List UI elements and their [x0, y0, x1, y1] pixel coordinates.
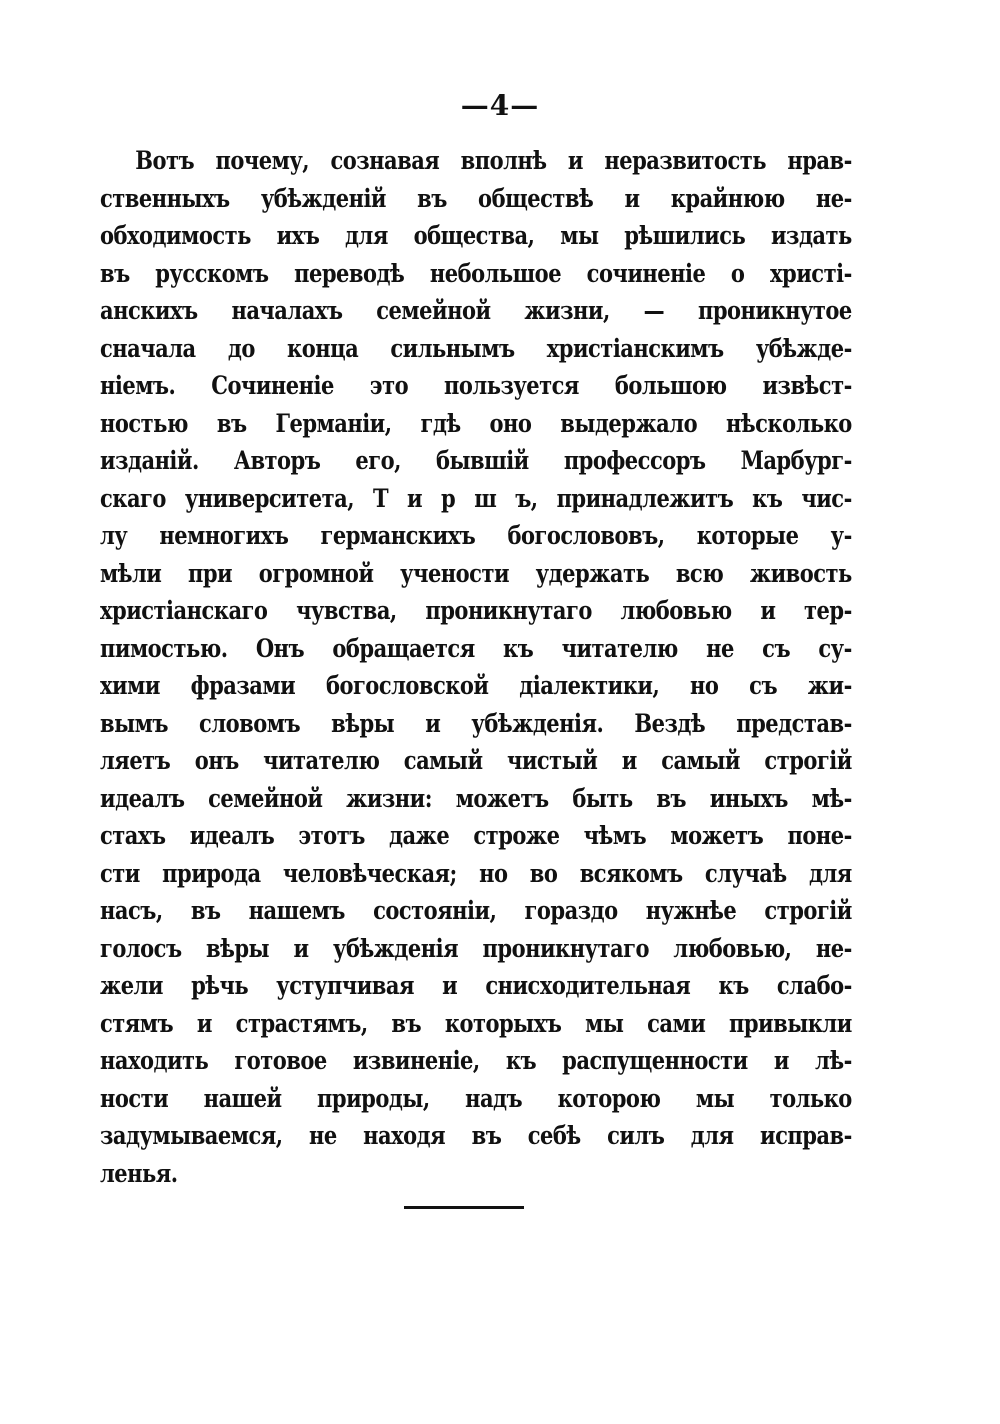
section-end-rule	[404, 1206, 524, 1209]
text-line: обходимость ихъ для общества, мы рѣшились издать	[100, 221, 852, 250]
text-line: скаго университета, Т и р ш ъ, принадлежитъ къ чис-	[100, 483, 852, 513]
paragraph	[100, 142, 852, 1192]
page-number: —4—	[460, 89, 540, 122]
text-line: Вотъ почему, сознавая вполнѣ и неразвитость нрав-	[135, 146, 852, 175]
text-line: идеалъ семейной жизни: можетъ быть въ иныхъ мѣ-	[100, 783, 852, 813]
text-line: стахъ идеалъ этотъ даже строже чѣмъ можетъ поне-	[100, 821, 852, 850]
text-line: вымъ словомъ вѣры и убѣжденія. Вездѣ представ-	[100, 708, 852, 738]
text-line: хими фразами богословской діалектики, но съ жи-	[100, 671, 852, 700]
text-line: голосъ вѣры и убѣжденія проникнутаго любовью, не-	[100, 933, 852, 963]
text-line: анскихъ началахъ семейной жизни, — проникнутое	[100, 296, 852, 325]
text-line: ляетъ онъ читателю самый чистый и самый строгій	[100, 746, 852, 775]
text-line: ности нашей природы, надъ которою мы только	[100, 1083, 852, 1113]
text-line: ностью въ Германіи, гдѣ оно выдержало нѣсколько	[100, 408, 852, 438]
text-line: насъ, въ нашемъ состояніи, гораздо нужнѣе строгій	[100, 896, 852, 925]
text-line: пимостью. Онъ обращается къ читателю не съ су-	[100, 633, 852, 663]
text-line: лу немногихъ германскихъ богослововъ, которые у-	[100, 521, 852, 550]
text-line: сначала до конца сильнымъ христіанскимъ убѣжде-	[100, 333, 852, 363]
text-line: ственныхъ убѣжденій въ обществѣ и крайнюю не-	[100, 183, 852, 213]
text-line: ленья.	[100, 1158, 178, 1188]
text-line: находить готовое извиненіе, къ распущенности и лѣ-	[100, 1046, 852, 1075]
text-line: жели рѣчь уступчивая и снисходительная къ слабо-	[100, 971, 852, 1000]
text-line: стямъ и страстямъ, въ которыхъ мы сами привыкли	[100, 1008, 852, 1038]
text-line: христіанскаго чувства, проникнутаго любовью и тер-	[100, 596, 852, 625]
text-line: въ русскомъ переводѣ небольшое сочиненіе о христі-	[100, 258, 852, 288]
text-line: задумываемся, не находя въ себѣ силъ для исправ-	[100, 1121, 852, 1150]
text-line: сти природа человѣческая; но во всякомъ случаѣ для	[100, 858, 852, 888]
text-line: изданій. Авторъ его, бывшій профессоръ Марбург-	[100, 446, 852, 475]
text-line: мѣли при огромной учености удержать всю живость	[100, 558, 852, 588]
text-line: ніемъ. Сочиненіе это пользуется большою извѣст-	[100, 371, 852, 400]
